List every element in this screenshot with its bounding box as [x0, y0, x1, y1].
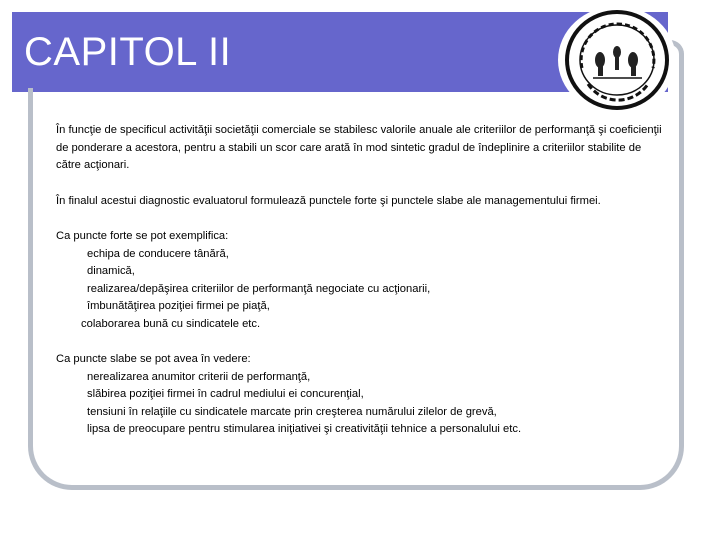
strength-item: colaborarea bună cu sindicatele etc.	[81, 317, 261, 330]
slide-title: CAPITOL II	[24, 30, 232, 74]
paragraph-criteria: În funcţie de specificul activităţii societăţii comerciale se stabilesc valorile anuale ale criteriilor de performanţă şi coeficienţii de ponderare a acestora, pentru a stabili un scor care arată în mod sintetic gradul de îndeplinire a criteriilor stabilite de către acţionari.	[56, 124, 662, 171]
weaknesses-intro: Ca puncte slabe se pot avea în vedere:	[56, 353, 251, 365]
weakness-item: tensiuni în relaţiile cu sindicatele marcate prin creşterea numărului zilelor de grevă,	[87, 405, 497, 418]
weakness-item: nerealizarea anumitor criterii de performanţă,	[87, 370, 311, 383]
paragraph-conclusion: În finalul acestui diagnostic evaluatorul formulează punctele forte şi punctele slabe ale managementului firmei.	[56, 194, 601, 207]
university-seal-icon	[558, 6, 676, 114]
slide-content	[56, 122, 666, 439]
university-logo	[558, 6, 676, 114]
weakness-item: slăbirea poziţiei firmei în cadrul mediului ei concurenţial,	[87, 388, 364, 400]
strength-item: realizarea/depăşirea criteriilor de performanţă negociate cu acţionarii,	[87, 282, 431, 295]
weakness-item: lipsa de preocupare pentru stimularea iniţiativei şi creativităţii tehnice a personalului etc.	[87, 423, 522, 435]
strength-item: dinamică,	[87, 265, 135, 277]
strengths-intro: Ca puncte forte se pot exemplifica:	[56, 230, 229, 242]
strength-item: echipa de conducere tânără,	[87, 247, 229, 260]
strength-item: îmbunătăţirea poziţiei firmei pe piaţă,	[87, 300, 270, 312]
